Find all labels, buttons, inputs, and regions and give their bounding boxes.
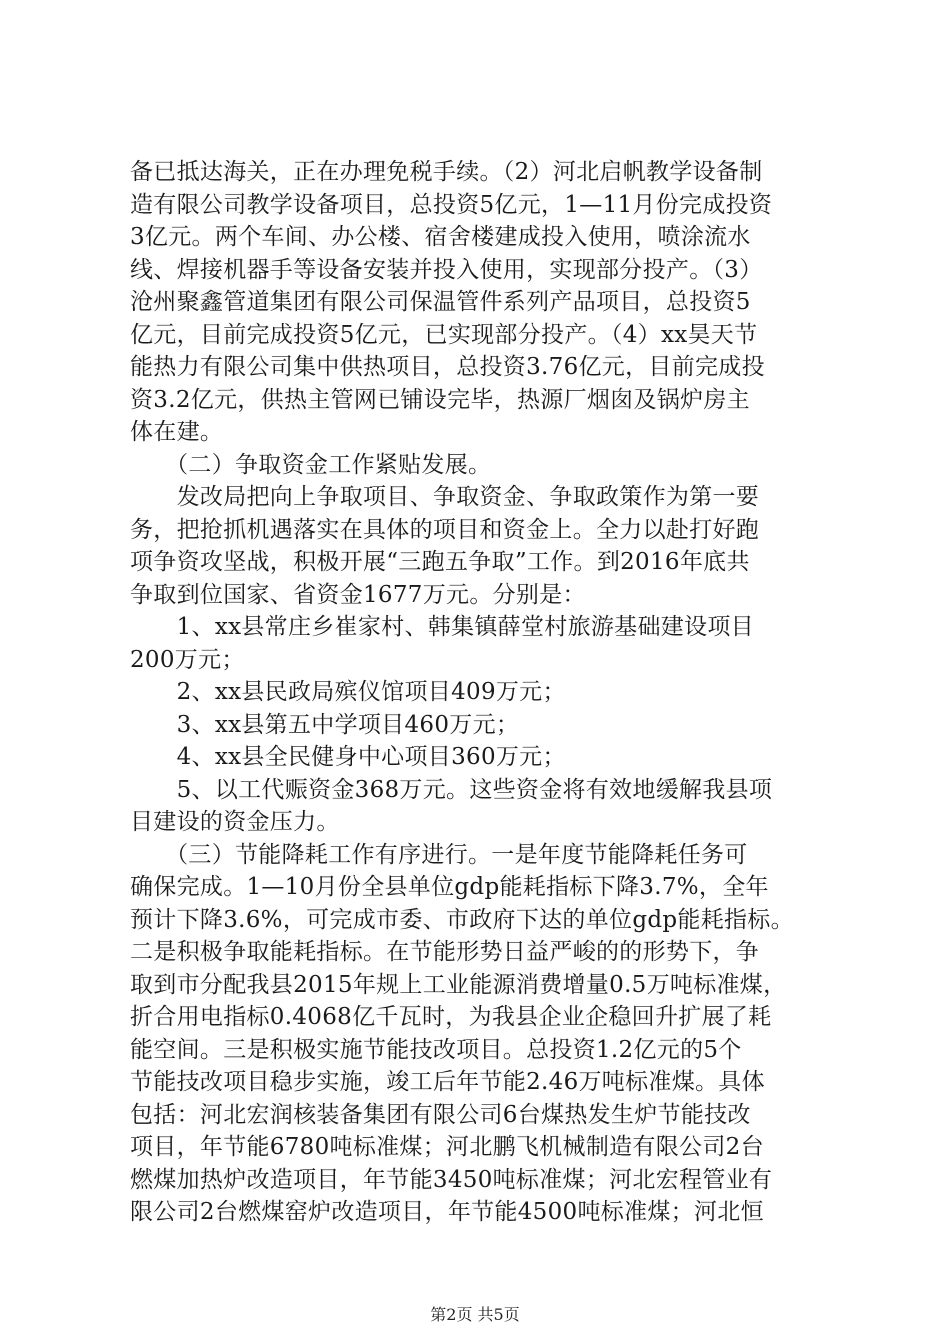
text-line: 二是积极争取能耗指标。在节能形势日益严峻的的形势下，争 bbox=[130, 939, 760, 965]
list-item: 1、xx县常庄乡崔家村、韩集镇薛堂村旅游基础建设项目 bbox=[130, 614, 754, 640]
text-line: 争取到位国家、省资金1677万元。分别是： bbox=[130, 581, 586, 608]
section-heading: （三）节能降耗工作有序进行。一是年度节能降耗任务可 bbox=[130, 841, 748, 868]
text-line: 目建设的资金压力。 bbox=[130, 809, 340, 835]
text-line: 折合用电指标0.4068亿千瓦时，为我县企业企稳回升扩展了耗 bbox=[130, 1004, 772, 1030]
text-line: 能热力有限公司集中供热项目，总投资3.76亿元，目前完成投 bbox=[130, 354, 765, 380]
section-heading: （二）争取资金工作紧贴发展。 bbox=[130, 451, 492, 478]
list-item: 5、以工代赈资金368万元。这些资金将有效地缓解我县项 bbox=[130, 776, 773, 803]
list-item: 2、xx县民政局殡仪馆项目409万元； bbox=[130, 679, 566, 705]
text-line: 备已抵达海关，正在办理免税手续。（2）河北启帆教学设备制 bbox=[130, 159, 763, 185]
text-line: 沧州聚鑫管道集团有限公司保温管件系列产品项目，总投资5 bbox=[130, 289, 751, 315]
text-line: 能空间。三是积极实施节能技改项目。总投资1.2亿元的5个 bbox=[130, 1036, 742, 1063]
text-line: 造有限公司教学设备项目，总投资5亿元，1—11月份完成投资 bbox=[130, 191, 773, 218]
text-line: 确保完成。1—10月份全县单位gdp能耗指标下降3.7%，全年 bbox=[130, 874, 769, 900]
text-line: 包括：河北宏润核装备集团有限公司6台煤热发生炉节能技改 bbox=[130, 1101, 751, 1128]
text-line: 限公司2台燃煤窑炉改造项目，年节能4500吨标准煤；河北恒 bbox=[130, 1199, 764, 1225]
text-line: 3亿元。两个车间、办公楼、宿舍楼建成投入使用，喷涂流水 bbox=[130, 224, 751, 250]
page-number: 第2页 共5页 bbox=[430, 1305, 520, 1324]
text-line: 务，把抢抓机遇落实在具体的项目和资金上。全力以赴打好跑 bbox=[130, 516, 760, 543]
list-item: 4、xx县全民健身中心项目360万元； bbox=[130, 744, 566, 770]
text-line: 亿元，目前完成投资5亿元，已实现部分投产。（4）xx昊天节 bbox=[130, 321, 758, 348]
text-line: 项争资攻坚战，积极开展“三跑五争取”工作。到2016年底共 bbox=[130, 549, 750, 575]
text-line: 资3.2亿元，供热主管网已铺设完毕，热源厂烟囱及锅炉房主 bbox=[130, 386, 750, 413]
text-line: 200万元； bbox=[130, 646, 245, 673]
document-body bbox=[130, 156, 830, 1229]
text-line: 项目，年节能6780吨标准煤；河北鹏飞机械制造有限公司2台 bbox=[130, 1134, 764, 1160]
text-line: 节能技改项目稳步实施，竣工后年节能2.46万吨标准煤。具体 bbox=[130, 1069, 765, 1095]
text-line: 取到市分配我县2015年规上工业能源消费增量0.5万吨标准煤， bbox=[130, 971, 787, 998]
text-line: 发改局把向上争取项目、争取资金、争取政策作为第一要 bbox=[130, 484, 760, 510]
text-line: 线、焊接机器手等设备安装并投入使用，实现部分投产。（3） bbox=[130, 256, 763, 283]
list-item: 3、xx县第五中学项目460万元； bbox=[130, 711, 520, 738]
text-line: 预计下降3.6%，可完成市委、市政府下达的单位gdp能耗指标。 bbox=[130, 906, 794, 933]
text-line: 燃煤加热炉改造项目，年节能3450吨标准煤；河北宏程管业有 bbox=[130, 1166, 773, 1193]
text-line: 体在建。 bbox=[130, 419, 224, 445]
